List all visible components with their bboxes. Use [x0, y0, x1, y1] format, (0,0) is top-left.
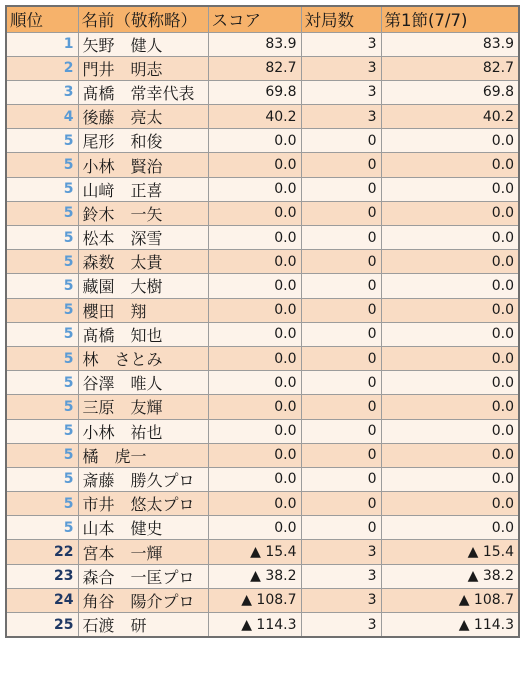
games-cell: 0 [301, 177, 381, 201]
name-cell: 森数 太貴 [78, 250, 208, 274]
score-cell: 0.0 [208, 467, 301, 491]
rank-cell: 1 [6, 32, 78, 56]
rank-cell: 5 [6, 153, 78, 177]
name-cell: 髙橋 知也 [78, 322, 208, 346]
round-cell: 0.0 [381, 516, 519, 540]
round-cell: 0.0 [381, 492, 519, 516]
score-cell: ▲ 108.7 [208, 588, 301, 612]
table-row [6, 250, 519, 274]
name-cell: 髙橋 常幸代表 [78, 80, 208, 104]
name-cell: 矢野 健人 [78, 32, 208, 56]
name-cell: 小林 賢治 [78, 153, 208, 177]
table-row [6, 322, 519, 346]
table-row [6, 492, 519, 516]
round-cell: 0.0 [381, 322, 519, 346]
round-cell: 40.2 [381, 105, 519, 129]
table-row [6, 56, 519, 80]
score-cell: 0.0 [208, 322, 301, 346]
score-cell: 82.7 [208, 56, 301, 80]
standings-table [5, 5, 520, 638]
games-cell: 0 [301, 274, 381, 298]
rank-cell: 5 [6, 226, 78, 250]
games-cell: 0 [301, 443, 381, 467]
table-header [6, 6, 519, 32]
round-cell: 0.0 [381, 177, 519, 201]
round-cell: 0.0 [381, 153, 519, 177]
table-row [6, 105, 519, 129]
score-cell: 0.0 [208, 153, 301, 177]
games-cell: 0 [301, 226, 381, 250]
games-cell: 0 [301, 371, 381, 395]
table-row [6, 371, 519, 395]
score-cell: 0.0 [208, 177, 301, 201]
name-cell: 櫻田 翔 [78, 298, 208, 322]
round-cell: 0.0 [381, 467, 519, 491]
table-row [6, 395, 519, 419]
games-cell: 0 [301, 467, 381, 491]
rank-cell: 24 [6, 588, 78, 612]
standings-board [5, 5, 520, 638]
round-cell: ▲ 38.2 [381, 564, 519, 588]
table-row [6, 32, 519, 56]
table-row [6, 613, 519, 638]
score-cell: 0.0 [208, 419, 301, 443]
header-name: 名前（敬称略） [78, 6, 208, 32]
table-row [6, 516, 519, 540]
rank-cell: 5 [6, 129, 78, 153]
round-cell: 83.9 [381, 32, 519, 56]
rank-cell: 5 [6, 492, 78, 516]
round-cell: 0.0 [381, 371, 519, 395]
games-cell: 0 [301, 250, 381, 274]
table-row [6, 564, 519, 588]
name-cell: 鈴木 一矢 [78, 201, 208, 225]
table-row [6, 298, 519, 322]
games-cell: 0 [301, 346, 381, 370]
name-cell: 橘 虎一 [78, 443, 208, 467]
rank-cell: 5 [6, 177, 78, 201]
name-cell: 藏園 大樹 [78, 274, 208, 298]
rank-cell: 5 [6, 516, 78, 540]
round-cell: ▲ 15.4 [381, 540, 519, 564]
rank-cell: 5 [6, 346, 78, 370]
name-cell: 松本 深雪 [78, 226, 208, 250]
header-rank: 順位 [6, 6, 78, 32]
name-cell: 斎藤 勝久プロ [78, 467, 208, 491]
games-cell: 3 [301, 613, 381, 638]
score-cell: 69.8 [208, 80, 301, 104]
name-cell: 林 さとみ [78, 346, 208, 370]
name-cell: 石渡 研 [78, 613, 208, 638]
table-row [6, 467, 519, 491]
games-cell: 3 [301, 32, 381, 56]
rank-cell: 23 [6, 564, 78, 588]
header-round: 第1節(7/7) [381, 6, 519, 32]
games-cell: 0 [301, 322, 381, 346]
round-cell: 0.0 [381, 201, 519, 225]
rank-cell: 5 [6, 201, 78, 225]
games-cell: 0 [301, 153, 381, 177]
name-cell: 尾形 和俊 [78, 129, 208, 153]
table-row [6, 419, 519, 443]
score-cell: 0.0 [208, 250, 301, 274]
table-row [6, 274, 519, 298]
name-cell: 小林 祐也 [78, 419, 208, 443]
round-cell: 0.0 [381, 298, 519, 322]
table-row [6, 443, 519, 467]
name-cell: 山本 健史 [78, 516, 208, 540]
rank-cell: 5 [6, 395, 78, 419]
rank-cell: 25 [6, 613, 78, 638]
games-cell: 0 [301, 298, 381, 322]
table-row [6, 588, 519, 612]
rank-cell: 5 [6, 274, 78, 298]
name-cell: 市井 悠太プロ [78, 492, 208, 516]
name-cell: 宮本 一輝 [78, 540, 208, 564]
rank-cell: 5 [6, 467, 78, 491]
games-cell: 3 [301, 80, 381, 104]
score-cell: ▲ 15.4 [208, 540, 301, 564]
score-cell: 0.0 [208, 274, 301, 298]
games-cell: 0 [301, 129, 381, 153]
games-cell: 3 [301, 564, 381, 588]
score-cell: 83.9 [208, 32, 301, 56]
games-cell: 3 [301, 56, 381, 80]
games-cell: 0 [301, 516, 381, 540]
score-cell: 0.0 [208, 226, 301, 250]
round-cell: ▲ 108.7 [381, 588, 519, 612]
rank-cell: 5 [6, 371, 78, 395]
score-cell: ▲ 38.2 [208, 564, 301, 588]
round-cell: 0.0 [381, 250, 519, 274]
name-cell: 後藤 亮太 [78, 105, 208, 129]
rank-cell: 5 [6, 419, 78, 443]
games-cell: 0 [301, 395, 381, 419]
rank-cell: 5 [6, 250, 78, 274]
round-cell: 0.0 [381, 274, 519, 298]
round-cell: 0.0 [381, 443, 519, 467]
round-cell: 0.0 [381, 346, 519, 370]
games-cell: 3 [301, 105, 381, 129]
games-cell: 3 [301, 540, 381, 564]
name-cell: 三原 友輝 [78, 395, 208, 419]
score-cell: 0.0 [208, 201, 301, 225]
table-row [6, 540, 519, 564]
round-cell: ▲ 114.3 [381, 613, 519, 638]
score-cell: 0.0 [208, 298, 301, 322]
games-cell: 0 [301, 492, 381, 516]
round-cell: 0.0 [381, 226, 519, 250]
name-cell: 山﨑 正喜 [78, 177, 208, 201]
score-cell: 0.0 [208, 395, 301, 419]
games-cell: 0 [301, 419, 381, 443]
table-row [6, 153, 519, 177]
header-score: スコア [208, 6, 301, 32]
rank-cell: 5 [6, 298, 78, 322]
score-cell: 0.0 [208, 129, 301, 153]
round-cell: 82.7 [381, 56, 519, 80]
score-cell: 40.2 [208, 105, 301, 129]
rank-cell: 3 [6, 80, 78, 104]
table-body [6, 32, 519, 637]
header-games: 対局数 [301, 6, 381, 32]
table-row [6, 80, 519, 104]
name-cell: 谷澤 唯人 [78, 371, 208, 395]
score-cell: 0.0 [208, 492, 301, 516]
header-row [6, 6, 519, 32]
rank-cell: 5 [6, 322, 78, 346]
table-row [6, 129, 519, 153]
round-cell: 69.8 [381, 80, 519, 104]
rank-cell: 5 [6, 443, 78, 467]
table-row [6, 201, 519, 225]
rank-cell: 2 [6, 56, 78, 80]
games-cell: 3 [301, 588, 381, 612]
score-cell: ▲ 114.3 [208, 613, 301, 638]
table-row [6, 346, 519, 370]
score-cell: 0.0 [208, 346, 301, 370]
table-row [6, 177, 519, 201]
score-cell: 0.0 [208, 371, 301, 395]
name-cell: 角谷 陽介プロ [78, 588, 208, 612]
round-cell: 0.0 [381, 395, 519, 419]
name-cell: 門井 明志 [78, 56, 208, 80]
round-cell: 0.0 [381, 129, 519, 153]
games-cell: 0 [301, 201, 381, 225]
table-row [6, 226, 519, 250]
round-cell: 0.0 [381, 419, 519, 443]
score-cell: 0.0 [208, 443, 301, 467]
rank-cell: 4 [6, 105, 78, 129]
score-cell: 0.0 [208, 516, 301, 540]
rank-cell: 22 [6, 540, 78, 564]
name-cell: 森合 一匡プロ [78, 564, 208, 588]
